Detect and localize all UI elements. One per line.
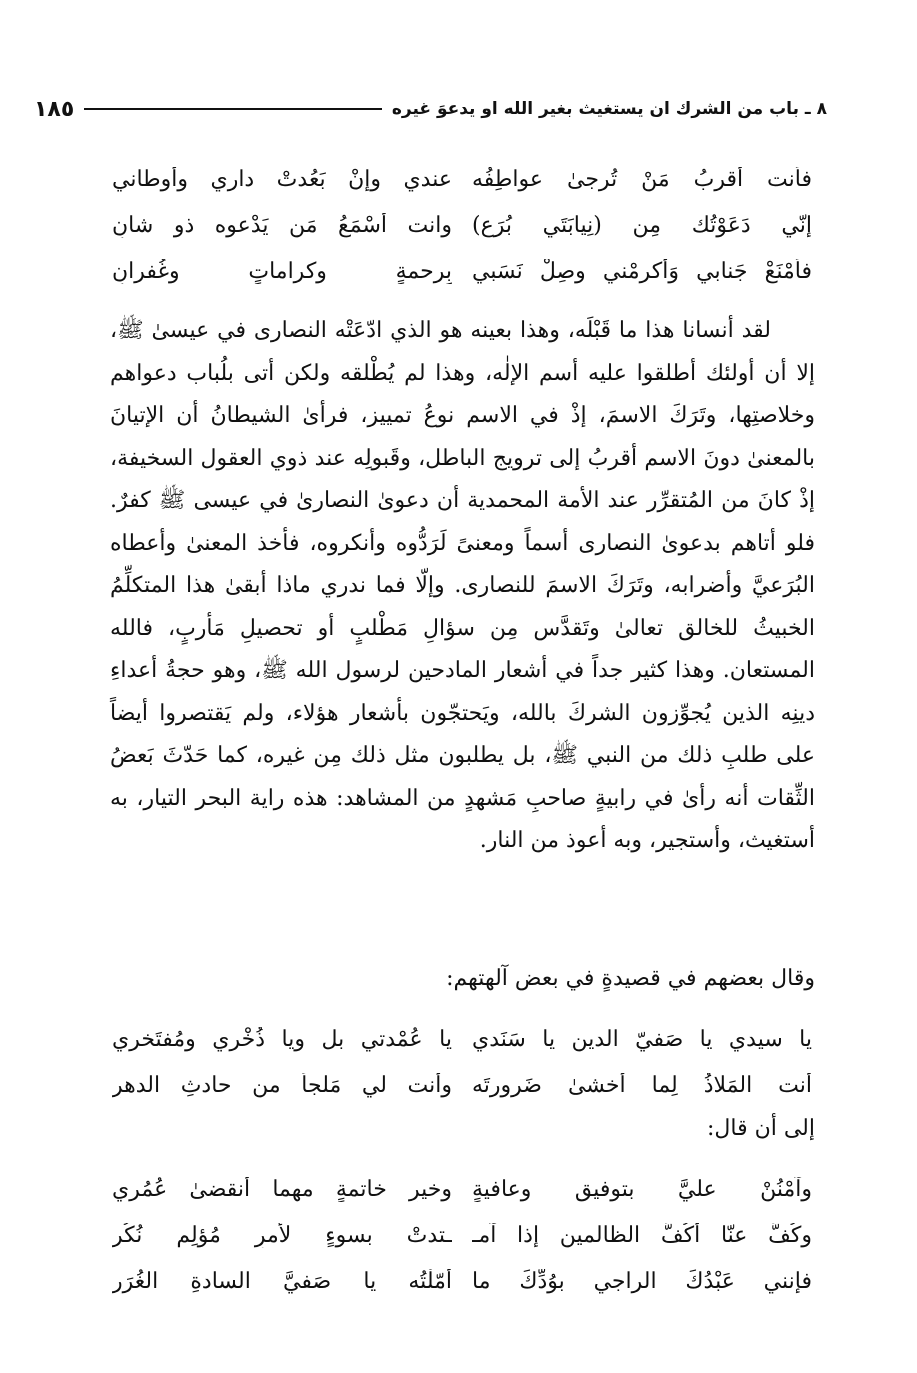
verse-first-hemistich: فأنت أقربُ مَنْ تُرجىٰ عواطِفُه [472,166,812,192]
verse-line [112,1016,812,1062]
verse-second-hemistich: وخيرِ خاتمةٍ مهما أنقضىٰ عُمُري [112,1176,452,1202]
verse-line [112,248,812,294]
verse-second-hemistich: ـتدتْ بسوءٍ لأمرٍ مُؤلِمٍ نُكُرِ [112,1222,452,1248]
verse-first-hemistich: فأمْنَعْ جَنابي وَأكرِمْني وصِلْ نَسَبي [472,258,812,284]
verse-first-hemistich: وآمْنُنْ عليَّ بتوفيقٍ وعافيةٍ [472,1176,812,1202]
verse-first-hemistich: يا سيدي يا صَفيّ الدين يا سَنَدي [472,1026,812,1052]
running-header [34,92,827,126]
poem-introduction: وقال بعضهم في قصيدةٍ في بعض آلهتهم: [446,966,815,991]
verse-block-1 [112,156,812,294]
verse-first-hemistich: فإنني عَبْدُكَ الراجي بوُدِّكَ ما [472,1268,812,1294]
verse-second-hemistich: وأنت لي مَلجأً من حادثِ الدهرِ [112,1072,452,1098]
verse-line [112,202,812,248]
verse-line [112,156,812,202]
verse-line [112,1258,812,1304]
verse-first-hemistich: إنّي دَعَوْتُك مِن (نِيابَتَي بُرَع) [472,212,812,238]
paragraph: لقد أنسانا هذا ما قَبْلَه، وهذا بعينه هو الذي ادّعَتْه النصارى في عيسىٰ ﷺ، إلا أن أولئك أطلقوا عليه أسم الإلٰه، وهذا لم يُطْلقه ولكن أتى بلُباب دعواهم وخلاصتِها، وتَرَكَ الاسمَ، إذْ في الاسم نوعُ تمييز، فرأىٰ الشيطانُ أن الإتيانَ بالمعنىٰ دونَ الاسم أقربُ إلى ترويج الباطل، وقَبولِه عند ذوي العقول السخيفة، إذْ كانَ من المُتقرِّر عند الأمة المحمدية أن دعوىٰ النصارىٰ في عيسى ﷺ كفرٌ. فلو أتاهم بدعوىٰ النصارى أسماً ومعنىً لَرَدُّوه وأنكروه، فأخذ المعنىٰ وأعطاه البُرَعيَّ وأضرابه، وتَرَكَ الاسمَ للنصارى. وإلّا فما ندري ماذا أبقىٰ هذا المتكلِّمُ الخبيثُ للخالق تعالىٰ وتَقدَّس مِن سؤالِ مَطْلبٍ أو تحصيلِ مَأربٍ، فالله المستعان. وهذا كثير جداً في أشعار المادحين لرسول الله ﷺ، وهو حجةُ أعداءِ دينِه الذين يُجوِّزون الشركَ بالله، ويَحتجّون بأشعار هؤلاء، ولم يَقتصروا أيضاً على طلبِ ذلك من النبي ﷺ، بل يطلبون مثل ذلك مِن غيره، كما حَدّثَ بَعضُ الثِّقات أنه رأىٰ في رابيةٍ صاحبِ مَشهدٍ من المشاهد: هذه راية البحر التيار، به أستغيث، وأستجير، وبه أعوذ من النار. [110,318,815,853]
verse-second-hemistich: أمّلْتُه يا صَفيَّ السادةِ الغُرَرِ [112,1268,452,1294]
verse-second-hemistich: بِرحمةٍ وكراماتٍ وغُفرانِ [112,258,452,284]
verse-first-hemistich: أنت المَلاذُ لِما أخشىٰ ضَرورتَه [472,1072,812,1098]
verse-second-hemistich: يا عُمْدتي بل ويا ذُخْري ومُفتَخري [112,1026,452,1052]
verse-second-hemistich: وانت أسْمَعُ مَن يَدْعوه ذو شانِ [112,212,452,238]
verse-block-3 [112,1166,812,1304]
verse-first-hemistich: وكُفَّ عنّا أكُفَّ الظالمين إذا آمـ [472,1222,812,1248]
header-rule [84,108,382,110]
verse-line [112,1166,812,1212]
body-text [110,310,815,863]
verse-block-2 [112,1016,812,1108]
verse-second-hemistich: عندي وإنْ بَعُدتْ داري وأوطاني [112,166,452,192]
verse-line [112,1062,812,1108]
page-number: ١٨٥ [34,96,75,122]
verse-line [112,1212,812,1258]
poem-transition: إلى أن قال: [706,1116,815,1141]
chapter-title: ٨ ـ باب من الشرك ان يستغيث بغير الله او يدعوَ غيره [391,99,827,119]
